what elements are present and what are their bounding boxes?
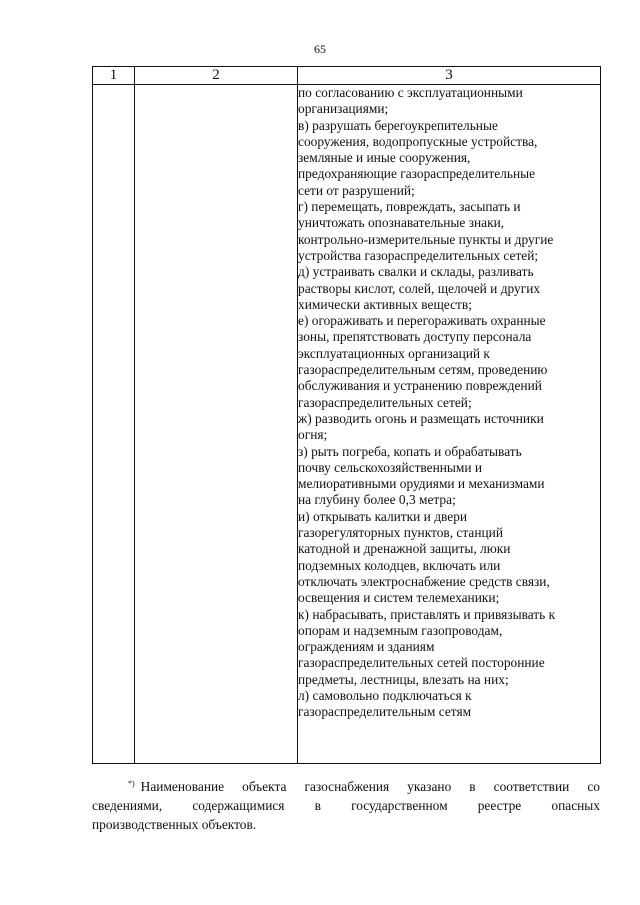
text-line: растворы кислот, солей, щелочей и других	[298, 280, 541, 296]
text-line: л) самовольно подключаться к	[298, 687, 472, 703]
page-number: 65	[314, 42, 326, 56]
text-line: к) набрасывать, приставлять и привязывать к	[298, 606, 556, 622]
text-line: д) устраивать свалки и склады, разливать	[298, 264, 534, 280]
text-line: в) разрушать берегоукрепительные	[298, 117, 498, 133]
column-header-3: 3	[298, 67, 601, 85]
table-cell-col2	[135, 85, 298, 764]
text-line: ж) разводить огонь и размещать источники	[298, 410, 544, 426]
text-line: мелиоративными орудиями и механизмами	[298, 476, 545, 492]
text-line: на глубину более 0,3 метра;	[298, 492, 456, 508]
column-header-1: 1	[93, 67, 135, 85]
text-line: химически активных веществ;	[298, 296, 472, 312]
text-line: опорам и надземным газопроводам,	[298, 622, 503, 638]
text-line: огня;	[298, 427, 328, 443]
table-cell-col3	[298, 85, 601, 764]
text-line: земляные и иные сооружения,	[298, 150, 471, 166]
text-line: сети от разрушений;	[298, 182, 415, 198]
text-line: почву сельскохозяйственными и	[298, 459, 483, 475]
text-line: освещения и систем телемеханики;	[298, 590, 500, 606]
text-line: контрольно-измерительные пункты и другие	[298, 231, 554, 247]
text-line: зоны, препятствовать доступу персонала	[298, 329, 532, 345]
text-line: газорегуляторных пунктов, станций	[298, 525, 504, 541]
footnote-line-2: сведениями, содержащимися в государственном реестре опасных	[92, 798, 600, 813]
footnote-line-3: производственных объектов.	[92, 817, 257, 832]
column-header-2: 2	[135, 67, 298, 85]
text-line: уничтожать опознавательные знаки,	[298, 215, 505, 231]
text-line: газораспределительных сетей;	[298, 394, 472, 410]
text-line: устройства газораспределительных сетей;	[298, 247, 539, 263]
text-line: газораспределительным сетям	[298, 704, 472, 720]
table-cell-col1	[93, 85, 135, 764]
text-line: предохраняющие газораспределительные	[298, 166, 536, 182]
table-row	[93, 85, 601, 764]
text-line: по согласованию с эксплуатационными	[298, 85, 523, 100]
text-line: организациями;	[298, 101, 389, 117]
text-line: сооружения, водопропускные устройства,	[298, 133, 538, 149]
table-header-row	[93, 67, 601, 85]
text-line: катодной и дренажной защиты, люки	[298, 541, 511, 557]
text-line: и) открывать калитки и двери	[298, 508, 468, 524]
document-table	[92, 66, 601, 764]
text-line: з) рыть погреба, копать и обрабатывать	[298, 443, 522, 459]
text-line: подземных колодцев, включать или	[298, 557, 501, 573]
text-line: ограждениям и зданиям	[298, 639, 435, 655]
text-line: обслуживания и устранению повреждений	[298, 378, 542, 394]
footnote-marker: *)	[128, 778, 135, 788]
footnote-line-1	[92, 777, 600, 796]
footnote-text-1: Наименование объекта газоснабжения указано в соответствии со	[140, 779, 600, 794]
text-line: газораспределительным сетям, проведению	[298, 362, 548, 378]
text-line: г) перемещать, повреждать, засыпать и	[298, 199, 521, 215]
text-line: предметы, лестницы, влезать на них;	[298, 671, 509, 687]
text-line: отключать электроснабжение средств связи,	[298, 573, 550, 589]
footnote	[92, 777, 600, 834]
text-line: е) огораживать и перегораживать охранные	[298, 313, 546, 329]
text-line: газораспределительных сетей посторонние	[298, 655, 545, 671]
text-line: эксплуатационных организаций к	[298, 345, 490, 361]
